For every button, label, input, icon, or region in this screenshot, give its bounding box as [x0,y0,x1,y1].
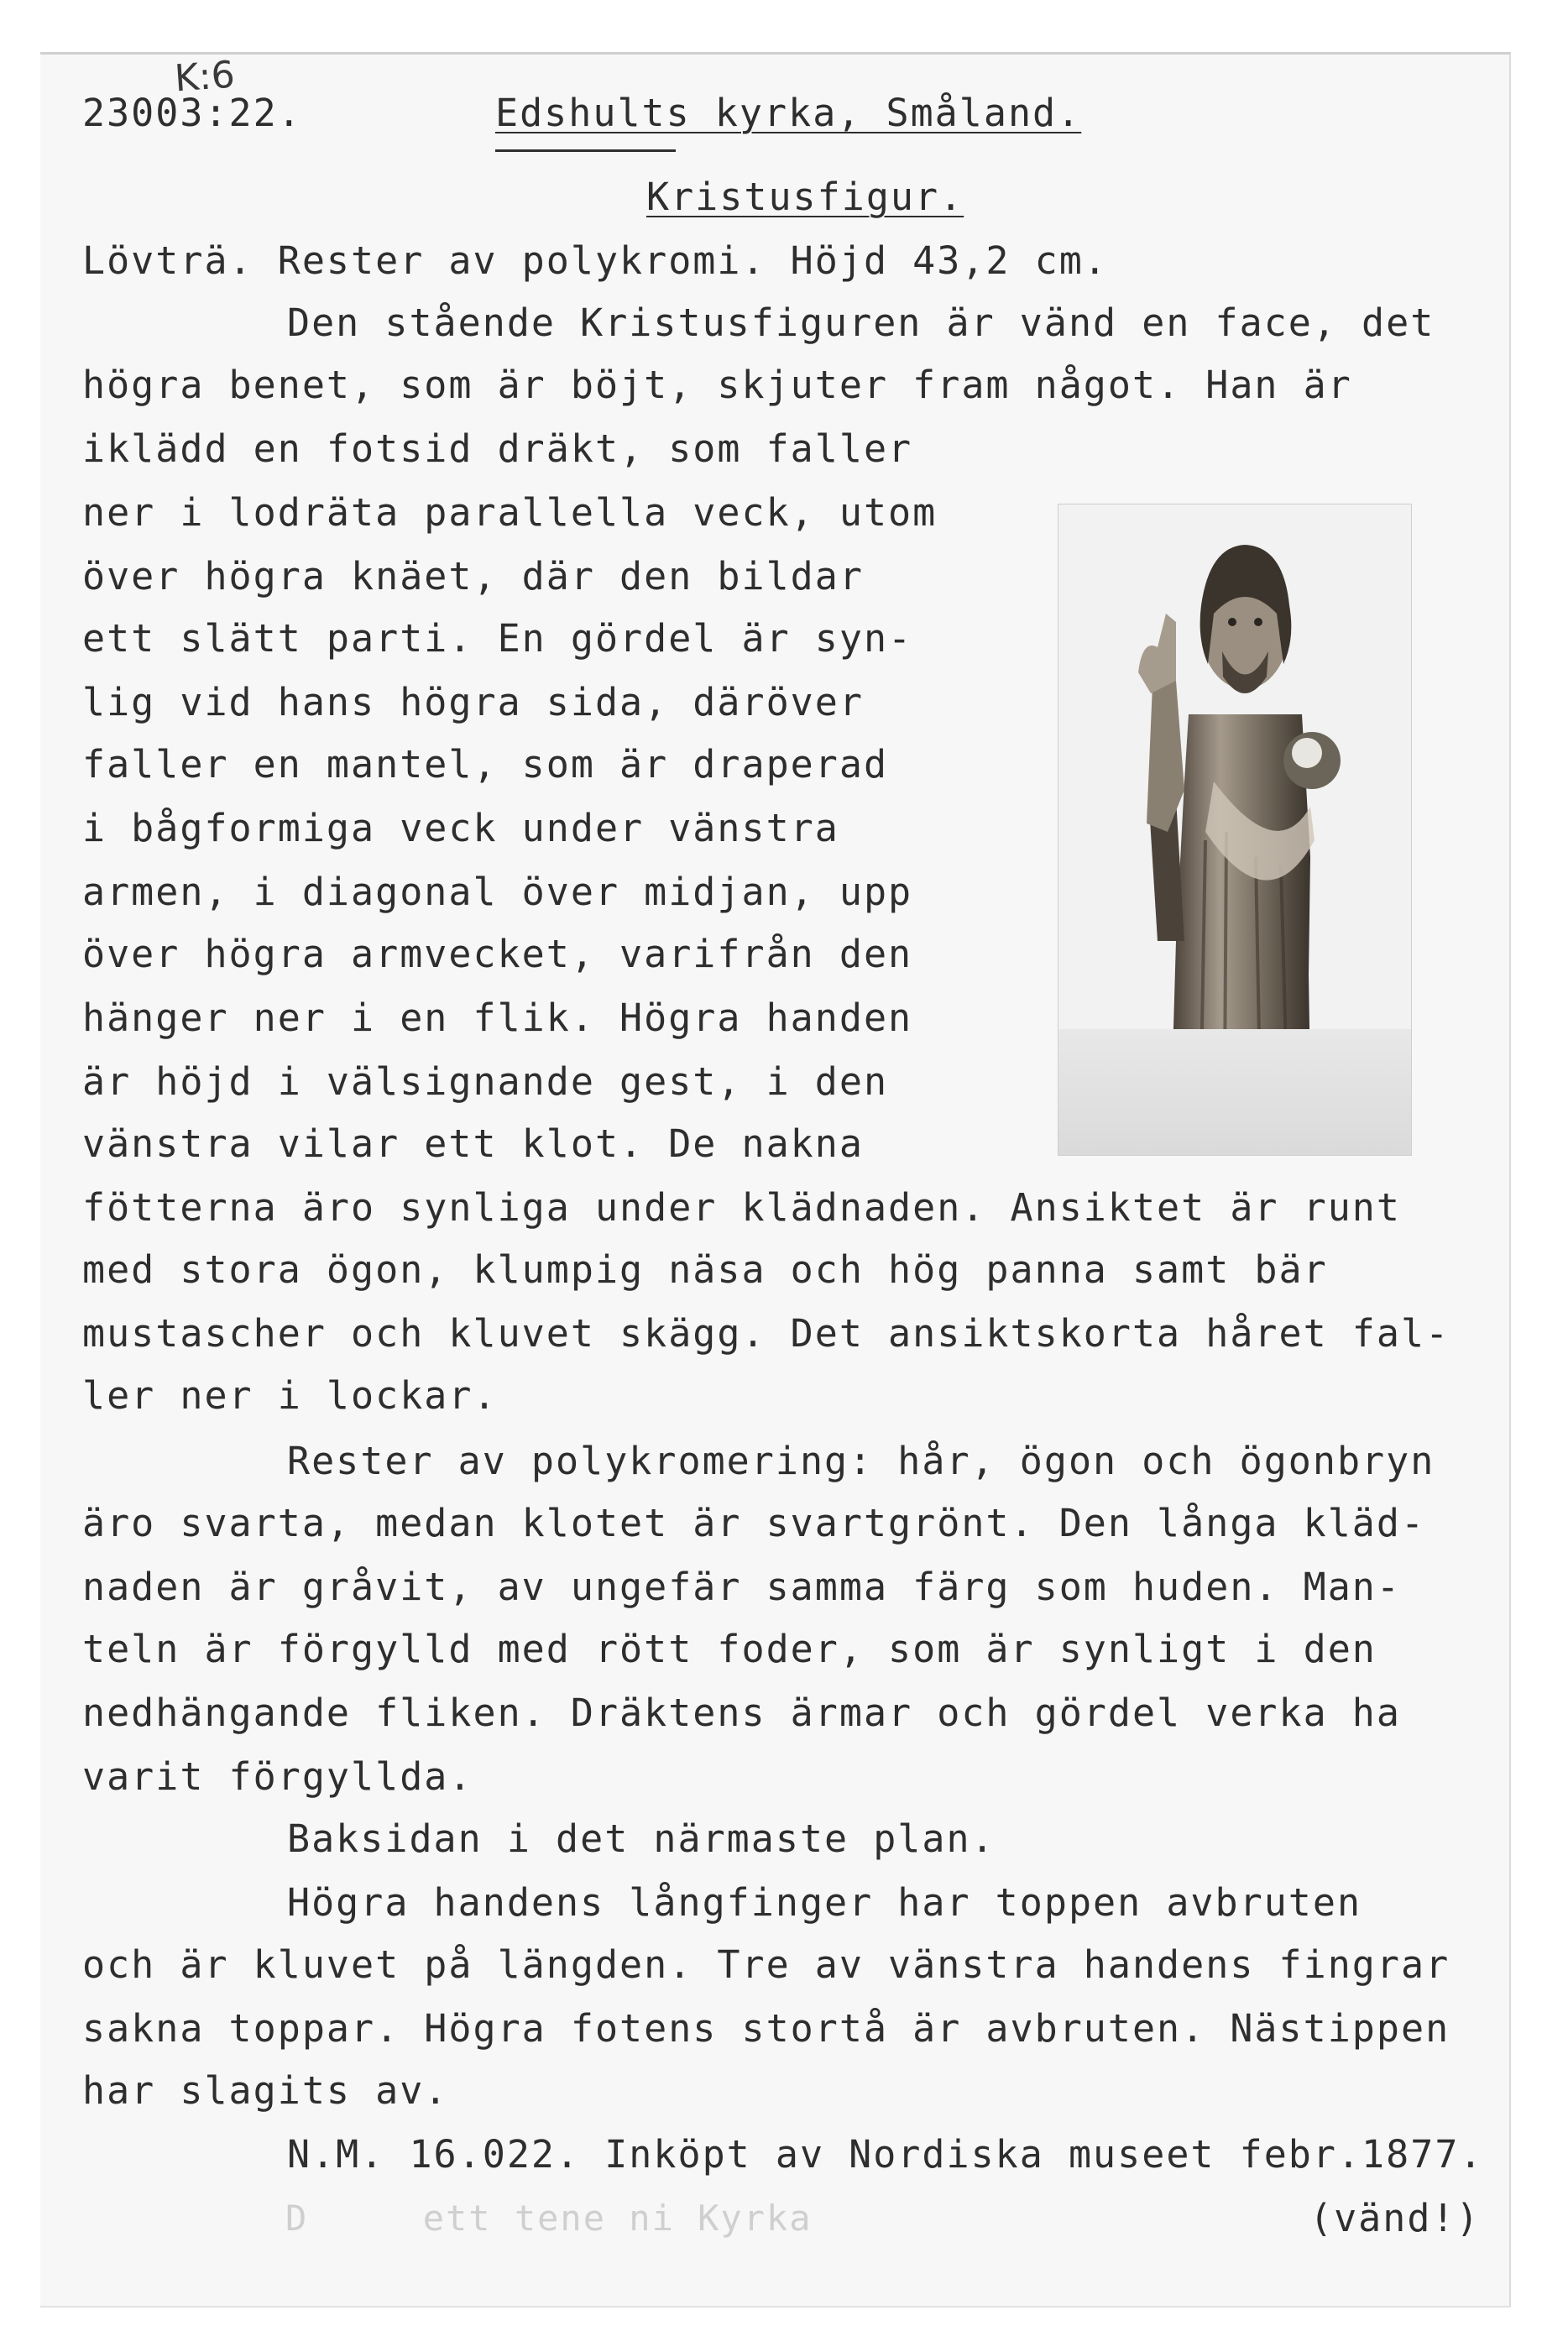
text-line: över högra knäet, där den bildar [82,554,864,598]
handwritten-mark: K:6 [173,53,237,101]
text-line: med stora ögon, klumpig näsa och hög panna samt bär [82,1247,1328,1292]
underline-mark [495,149,676,152]
text-line: ett slätt parti. En gördel är syn- [82,616,913,661]
text-line: Lövträ. Rester av polykromi. Höjd 43,2 cm. [82,238,1108,283]
statue-photo [1058,504,1412,1156]
text-line: naden är gråvit, av ungefär samma färg som huden. Man- [82,1565,1401,1609]
text-line: vänstra vilar ett klot. De nakna [82,1121,864,1166]
text-line: äro svarta, medan klotet är svartgrönt. Den långa kläd- [82,1501,1426,1545]
text-line: Högra handens långfinger har toppen avbruten [287,1880,1362,1925]
text-line: ner i lodräta parallella veck, utom [82,490,938,535]
text-line: i bågformiga veck under vänstra [82,806,839,850]
text-line: sakna toppar. Högra fotens stortå är avbruten. Nästippen [82,2006,1450,2051]
text-line: Baksidan i det närmaste plan. [287,1816,996,1861]
text-line: N.M. 16.022. Inköpt av Nordiska museet febr.1877. [287,2132,1484,2177]
text-line: varit förgyllda. [82,1754,473,1799]
faint-text: D ett tene ni Kyrka [285,2198,813,2239]
object-title: Kristusfigur. [646,175,964,219]
text-line: ler ner i lockar. [82,1373,498,1418]
text-line: har slagits av. [82,2068,449,2113]
text-line: mustascher och kluvet skägg. Det ansiktskorta håret fal- [82,1311,1450,1356]
text-line: hänger ner i en flik. Högra handen [82,996,913,1040]
text-line: över högra armvecket, varifrån den [82,932,913,976]
text-line: faller en mantel, som är draperad [82,742,889,787]
text-line: armen, i diagonal över midjan, upp [82,870,913,914]
text-line: nedhängande fliken. Dräktens ärmar och gördel verka ha [82,1691,1401,1735]
text-line: högra benet, som är böjt, skjuter fram något. Han är [82,363,1352,407]
text-line: Den stående Kristusfiguren är vänd en face, det [287,301,1435,345]
text-line: fötterna äro synliga under klädnaden. Ansiktet är runt [82,1185,1401,1230]
turn-note: (vänd!) [1309,2196,1481,2240]
text-line: lig vid hans högra sida, däröver [82,680,864,724]
text-line: teln är förgylld med rött foder, som är synligt i den [82,1627,1377,1671]
catalog-number: 23003:22. [82,91,302,135]
text-line: är höjd i välsignande gest, i den [82,1059,889,1104]
text-line: iklädd en fotsid dräkt, som faller [82,426,913,471]
location-title: Edshults kyrka, Småland. [495,91,1082,135]
text-line: Rester av polykromering: hår, ögon och ögonbryn [287,1439,1435,1483]
text-line: och är kluvet på längden. Tre av vänstra handens fingrar [82,1942,1450,1987]
